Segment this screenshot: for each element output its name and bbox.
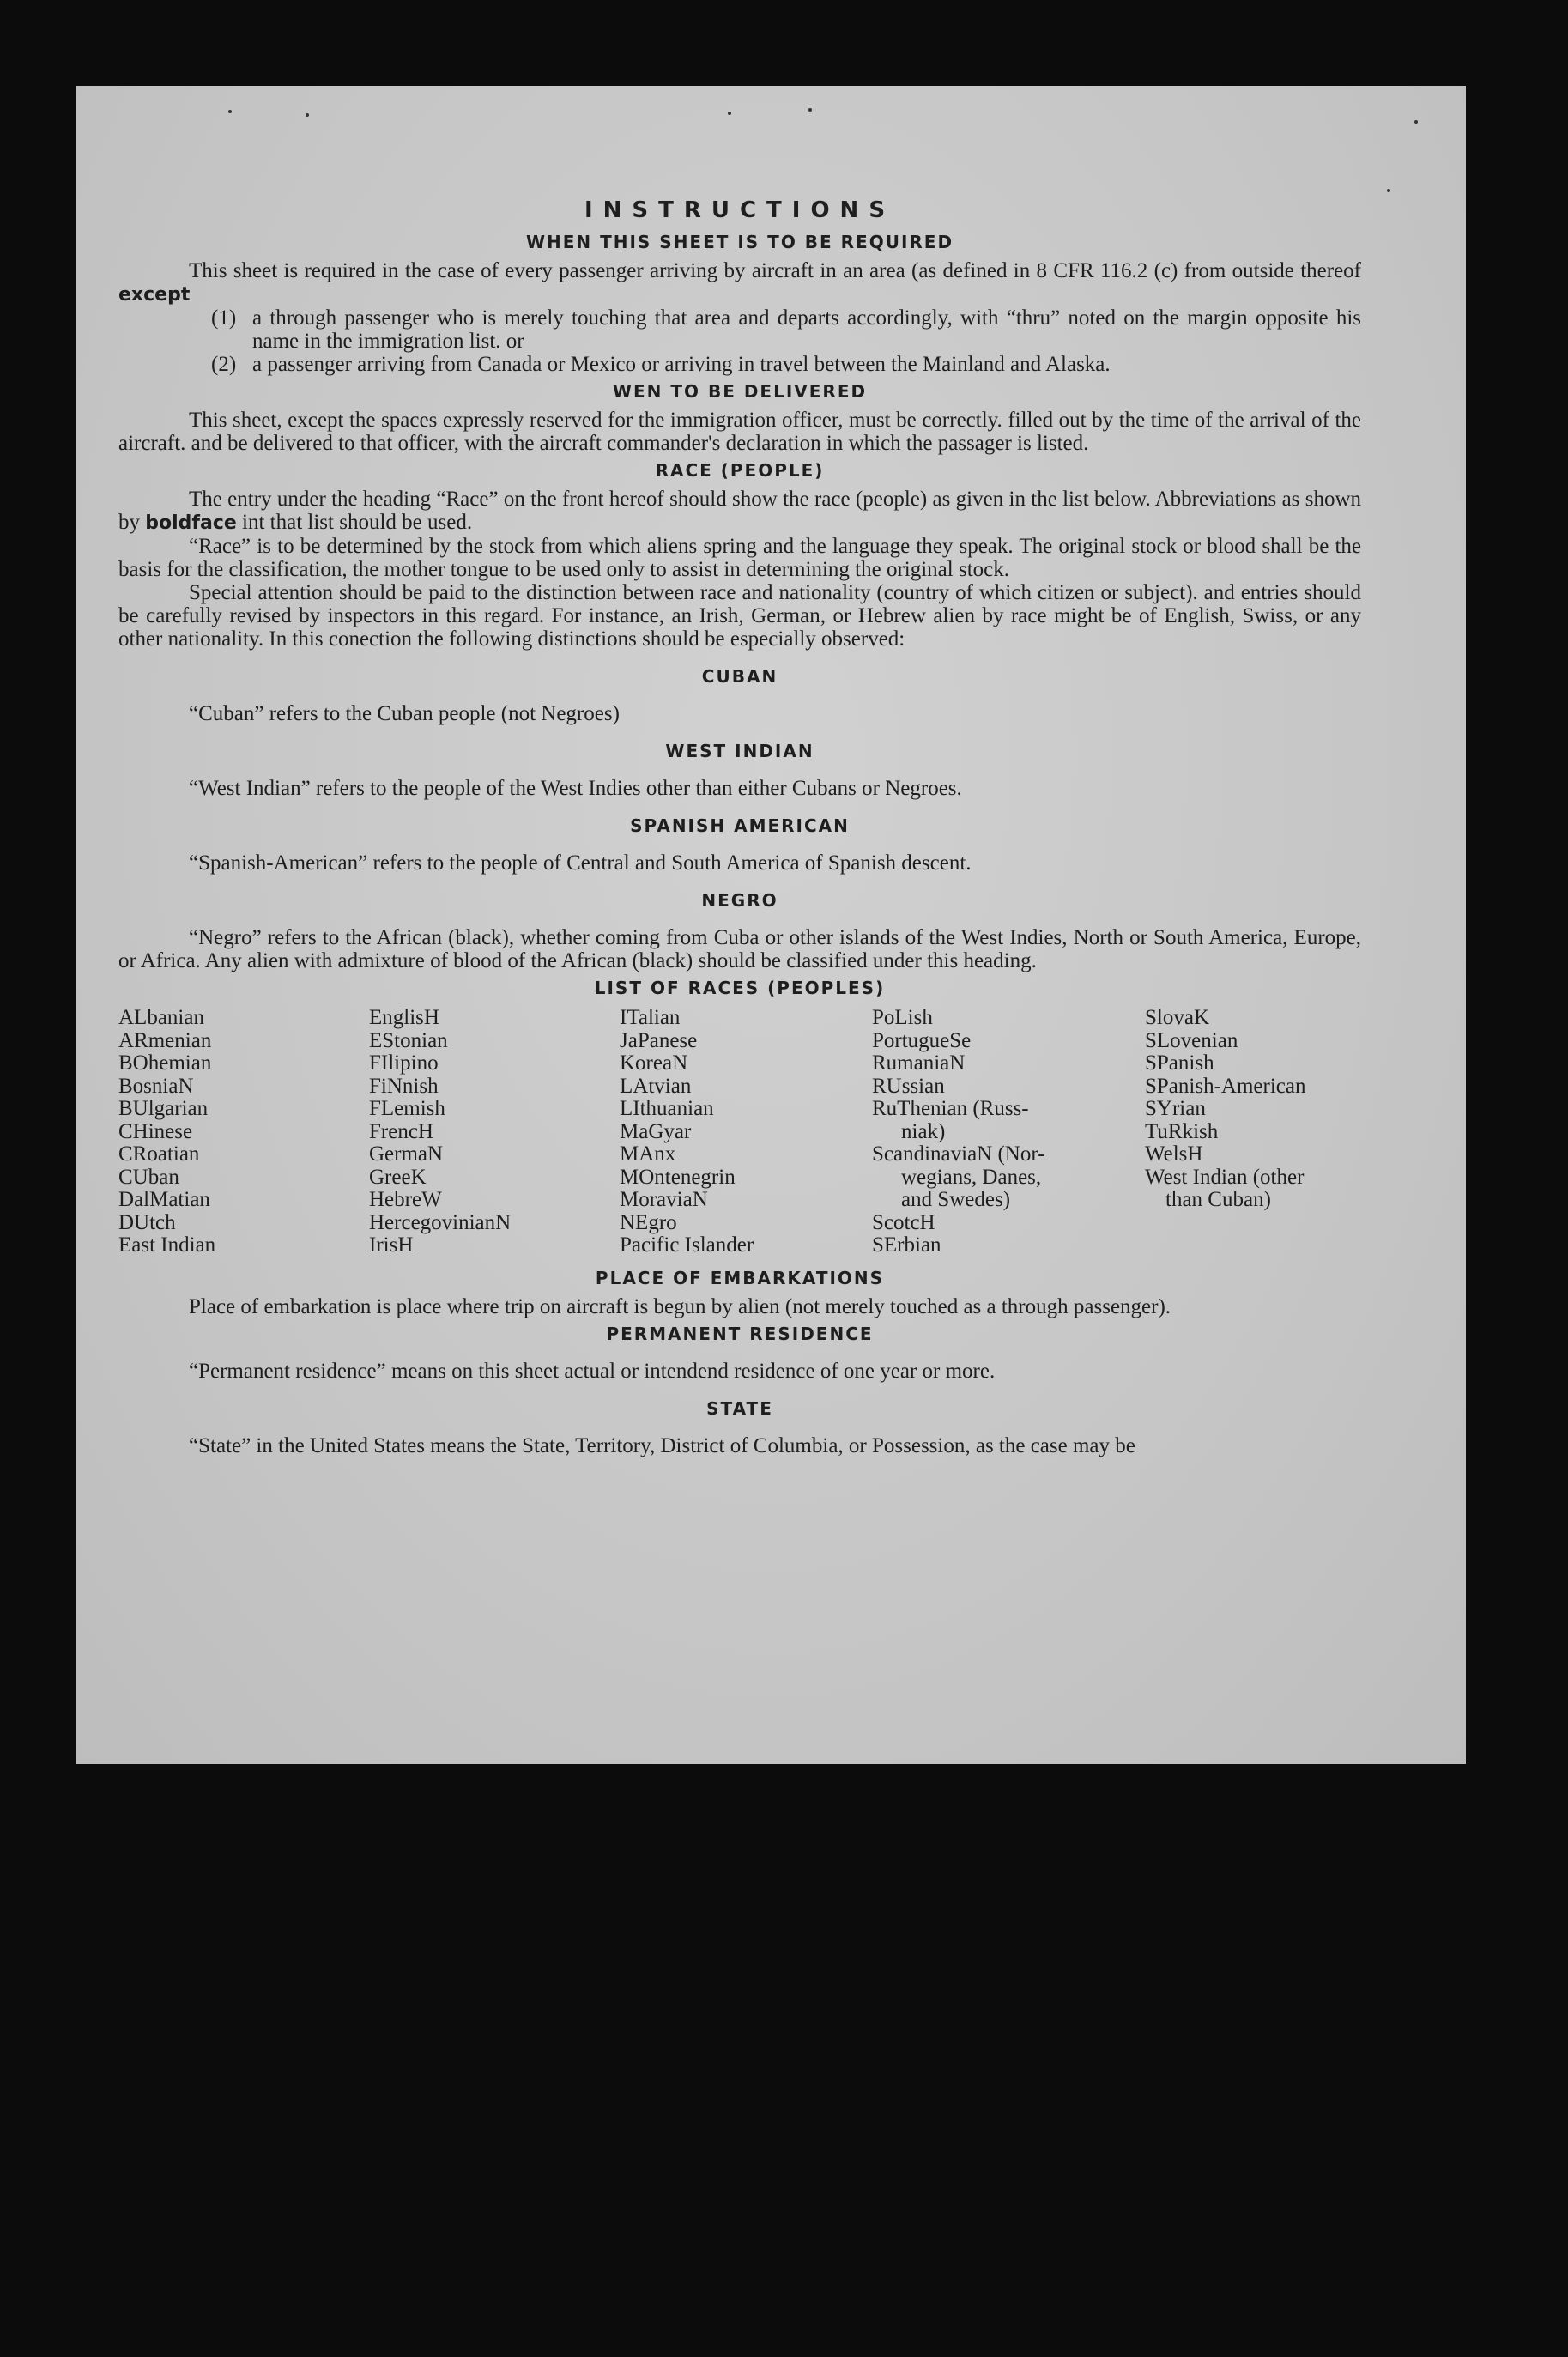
section-heading-state: STATE xyxy=(706,1397,773,1419)
race-entry: BOhemian xyxy=(118,1051,212,1075)
race-entry: ScandinaviaN (Nor- xyxy=(872,1142,1045,1166)
race-entry: JaPanese xyxy=(620,1028,698,1052)
negro-text: “Negro” refers to the African (black), whether coming from Cuba or other islands of the West Indies, North or South America, Europe, or Africa. Any alien with admixture of blood of the African (black) should be classified under this heading. xyxy=(118,926,1361,972)
speck xyxy=(228,110,232,113)
exception-item-2: (2) a passenger arriving from Canada or Mexico or arriving in travel between the Mainland and Alaska. xyxy=(211,353,1111,376)
race-entry-continued: and Swedes) xyxy=(901,1188,1011,1211)
race-entry: PoLish xyxy=(872,1006,933,1029)
races-column-3 xyxy=(620,1007,872,1257)
section-heading-list-of-races: LIST OF RACES (PEOPLES) xyxy=(594,978,886,998)
west-indian-text: “West Indian” refers to the people of the West Indies other than either Cubans or Negroes. xyxy=(189,777,962,800)
exception-item-1: (1) a through passenger who is merely touching that area and departs accordingly, with “thru” noted on the margin opposite his name in the immigration list. or xyxy=(211,306,1361,353)
section-heading-permanent-residence: PERMANENT RESIDENCE xyxy=(606,1323,874,1344)
race-entry: MAnx xyxy=(620,1142,676,1166)
spanish-american-text: “Spanish-American” refers to the people of Central and South America of Spanish descent. xyxy=(189,851,972,875)
race-entry: FIlipino xyxy=(369,1051,439,1075)
race-entry: MOntenegrin xyxy=(620,1165,736,1189)
race-entry: CUban xyxy=(118,1165,179,1189)
race-entry: LIthuanian xyxy=(620,1097,714,1120)
race-entry: RumaniaN xyxy=(872,1051,966,1075)
when-delivered-text: This sheet, except the spaces expressly reserved for the immigration officer, must be correctly. filled out by the time of the arrival of the aircraft. and be delivered to that officer, with the aircraft commander's declaration in which the passager is listed. xyxy=(118,409,1361,455)
race-entry: CHinese xyxy=(118,1119,193,1143)
races-list xyxy=(118,1007,1361,1257)
race-entry: EnglisH xyxy=(369,1006,439,1029)
speck xyxy=(808,108,812,112)
embarkation-text: Place of embarkation is place where trip on aircraft is begun by alien (not merely touched as a through passenger). xyxy=(189,1294,1171,1318)
race-entry: ARmenian xyxy=(118,1028,212,1052)
race-entry: TuRkish xyxy=(1145,1119,1219,1143)
speck xyxy=(728,112,731,115)
race-entry: MaGyar xyxy=(620,1119,692,1143)
race-entry: DUtch xyxy=(118,1210,176,1234)
race-entry: HercegovinianN xyxy=(369,1210,512,1234)
race-paragraph-2: “Race” is to be determined by the stock from which aliens spring and the language they speak. The original stock or blood shall be the basis for the classification, the mother tongue to be used only to assist in determining the original stock. xyxy=(118,535,1361,581)
race-entry: SPanish xyxy=(1145,1051,1214,1075)
race-entry: West Indian (other xyxy=(1145,1165,1305,1189)
race-paragraph-1: The entry under the heading “Race” on the front hereof should show the race (people) as given in the list below. Abbreviations as shown by boldface int that list should be used. xyxy=(118,488,1361,534)
section-heading-embarkation: PLACE OF EMBARKATIONS xyxy=(595,1267,885,1288)
except-emphasis: except xyxy=(118,284,191,306)
race-entry: WelsH xyxy=(1145,1142,1203,1166)
race-entry: FrencH xyxy=(369,1119,433,1143)
race-paragraph-3: Special attention should be paid to the distinction between race and nationality (country of which citizen or subject). and entries should be carefully revised by inspectors in this regard. For instance, an Irish, German, or Hebrew alien by race might be of English, Swiss, or any other nationality. In this conection the following distinctions should be especially observed: xyxy=(118,581,1361,651)
cuban-text: “Cuban” refers to the Cuban people (not Negroes) xyxy=(189,702,620,725)
section-heading-when-delivered: WEN TO BE DELIVERED xyxy=(612,381,868,402)
race-entry: IrisH xyxy=(369,1233,414,1257)
races-column-2 xyxy=(369,1007,620,1257)
race-entry: SYrian xyxy=(1145,1097,1206,1120)
document-sheet xyxy=(76,86,1466,1764)
race-entry-continued: than Cuban) xyxy=(1165,1188,1271,1211)
instructions-content xyxy=(118,197,1361,1457)
race-entry: PortugueSe xyxy=(872,1028,972,1052)
document-title: INSTRUCTIONS xyxy=(584,197,896,223)
section-heading-negro: NEGRO xyxy=(701,890,778,911)
speck xyxy=(306,113,309,117)
race-entry: Pacific Islander xyxy=(620,1233,754,1257)
race-entry: DalMatian xyxy=(118,1188,210,1211)
race-entry: FiNnish xyxy=(369,1074,439,1098)
race-entry-continued: wegians, Danes, xyxy=(901,1165,1042,1189)
races-column-1 xyxy=(118,1007,369,1257)
race-entry: SLovenian xyxy=(1145,1028,1238,1052)
race-entry: HebreW xyxy=(369,1188,442,1211)
race-entry: ScotcH xyxy=(872,1210,935,1234)
section-heading-west-indian: WEST INDIAN xyxy=(665,741,814,761)
race-entry: SErbian xyxy=(872,1233,941,1257)
race-entry: East Indian xyxy=(118,1233,216,1257)
races-column-4 xyxy=(872,1007,1145,1257)
race-entry: NEgro xyxy=(620,1210,677,1234)
race-entry-continued: niak) xyxy=(901,1119,946,1143)
race-entry: RUssian xyxy=(872,1074,945,1098)
race-entry: ITalian xyxy=(620,1006,681,1029)
section-heading-when-required: WHEN THIS SHEET IS TO BE REQUIRED xyxy=(525,232,954,252)
race-entry: SPanish-American xyxy=(1145,1074,1306,1098)
race-entry: GermaN xyxy=(369,1142,444,1166)
race-entry: SlovaK xyxy=(1145,1006,1209,1029)
state-text: “State” in the United States means the State, Territory, District of Columbia, or Possession, as the case may be xyxy=(189,1433,1135,1457)
when-required-intro: This sheet is required in the case of every passenger arriving by aircraft in an area (as defined in 8 CFR 116.2 (c) from outside thereof except xyxy=(118,259,1361,306)
speck xyxy=(1387,189,1390,192)
section-heading-race: RACE (PEOPLE) xyxy=(655,460,825,481)
race-entry: BosniaN xyxy=(118,1074,194,1098)
race-entry: KoreaN xyxy=(620,1051,688,1075)
race-entry: ALbanian xyxy=(118,1006,204,1029)
boldface-emphasis: boldface xyxy=(145,512,237,534)
race-entry: BUlgarian xyxy=(118,1097,209,1120)
race-entry: CRoatian xyxy=(118,1142,200,1166)
speck xyxy=(1414,120,1418,124)
race-entry: RuThenian (Russ- xyxy=(872,1097,1029,1120)
race-entry: MoraviaN xyxy=(620,1188,708,1211)
permanent-residence-text: “Permanent residence” means on this sheet actual or intendend residence of one year or more. xyxy=(189,1359,996,1383)
race-entry: EStonian xyxy=(369,1028,448,1052)
race-entry: FLemish xyxy=(369,1097,445,1120)
races-column-5 xyxy=(1145,1007,1361,1257)
section-heading-cuban: CUBAN xyxy=(701,666,778,687)
race-entry: GreeK xyxy=(369,1165,427,1189)
section-heading-spanish-american: SPANISH AMERICAN xyxy=(630,815,850,836)
race-entry: LAtvian xyxy=(620,1074,692,1098)
